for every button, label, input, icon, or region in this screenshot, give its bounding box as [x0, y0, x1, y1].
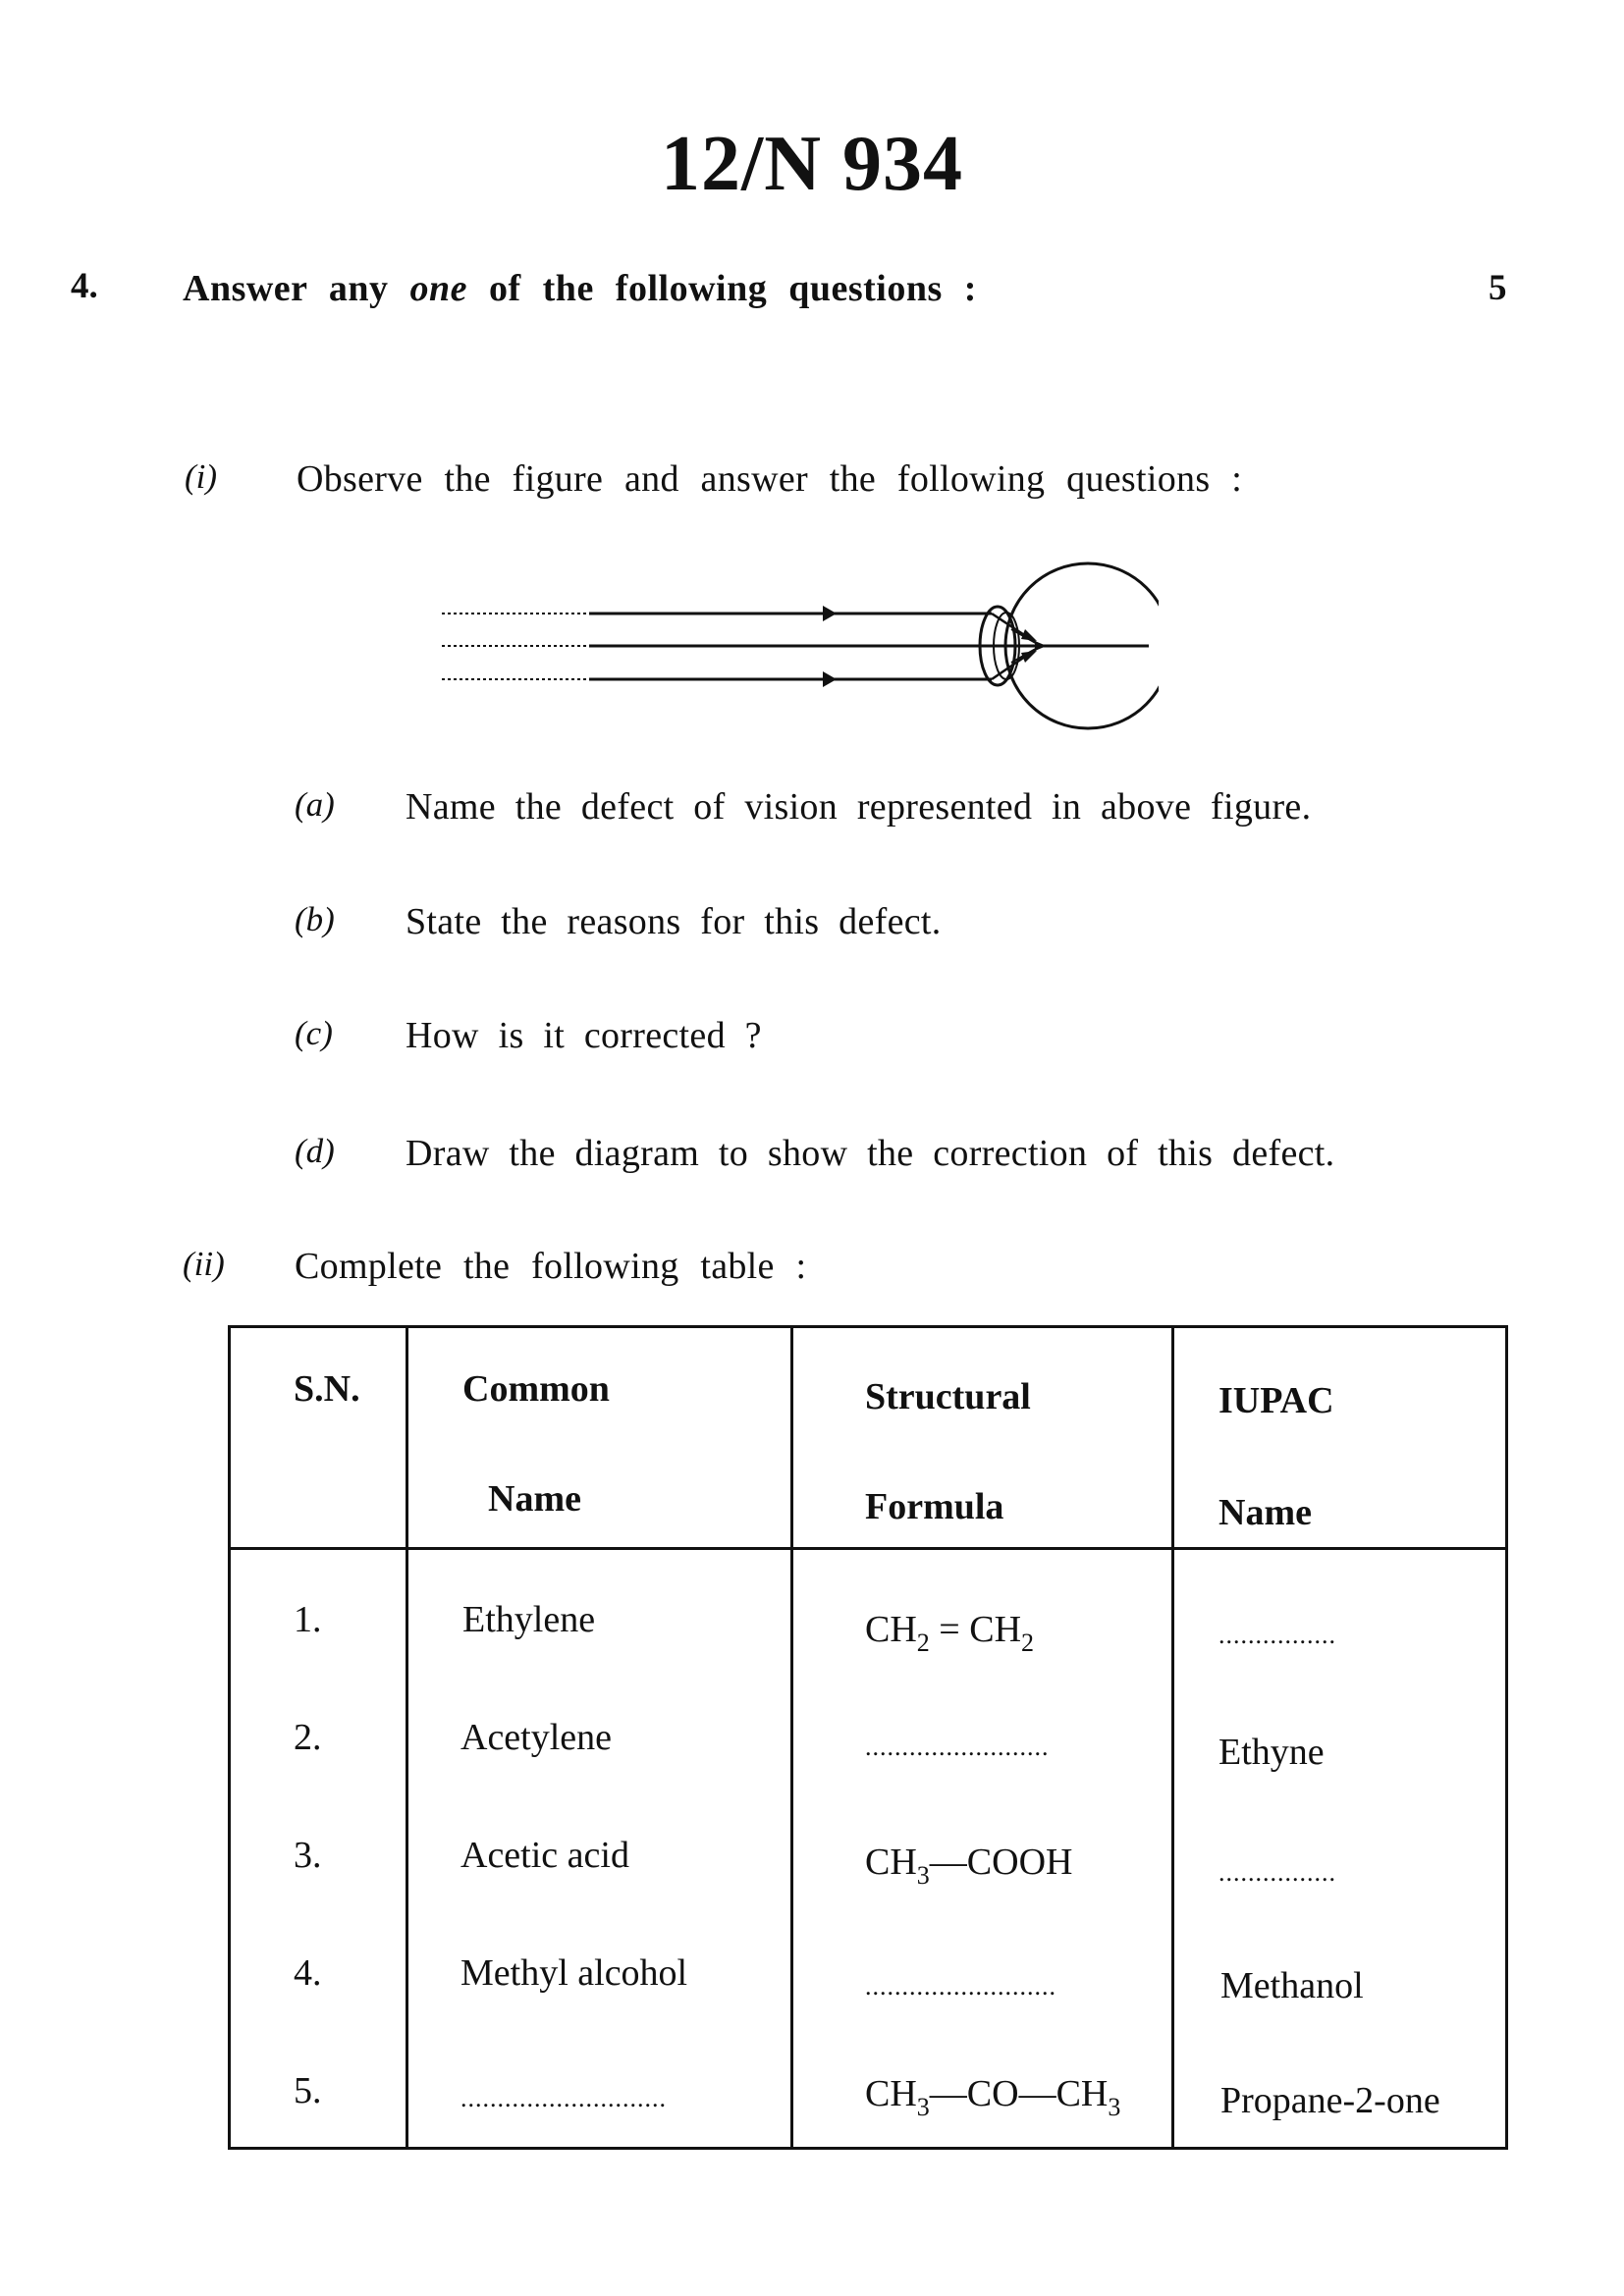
question-prompt-suffix: of the following questions :: [489, 268, 977, 309]
row-2-formula-blank: .........................: [865, 1733, 1050, 1761]
header-common-line2: Name: [488, 1478, 581, 1520]
compound-table: [228, 1325, 1508, 2150]
table-divider: [1171, 1328, 1174, 2147]
row-4-common-name: Methyl alcohol: [460, 1952, 688, 1994]
table-divider: [790, 1328, 793, 2147]
row-4-formula-blank: ..........................: [865, 1972, 1056, 2001]
row-3-formula: $CH_3—COOH$: [865, 1842, 1073, 1890]
table-header-divider: [231, 1547, 1505, 1550]
row-1-common-name: Ethylene: [462, 1599, 596, 1640]
question-number: 4.: [71, 266, 98, 306]
header-common-line1: Common: [462, 1368, 610, 1410]
row-1-sn: 1.: [294, 1599, 322, 1640]
row-2-common-name: Acetylene: [460, 1717, 613, 1758]
header-sn: S.N.: [294, 1368, 360, 1410]
part-i-text: Observe the figure and answer the following questions :: [297, 458, 1243, 500]
subquestion-a-label: (a): [295, 785, 335, 824]
subquestion-b-label: (b): [295, 900, 335, 938]
header-formula-line1: Structural: [865, 1376, 1031, 1417]
row-3-sn: 3.: [294, 1835, 322, 1876]
page-code: 12/N 934: [661, 121, 963, 207]
question-marks: 5: [1489, 268, 1507, 308]
row-5-sn: 5.: [294, 2070, 322, 2111]
row-1-formula: $CH_2 = CH_2$: [865, 1609, 1035, 1657]
subquestion-d-text: Draw the diagram to show the correction of this defect.: [406, 1133, 1335, 1174]
subquestion-b-text: State the reasons for this defect.: [406, 901, 942, 942]
header-iupac-line2: Name: [1218, 1492, 1312, 1533]
row-4-iupac-name: Methanol: [1220, 1965, 1364, 2006]
table-divider: [406, 1328, 408, 2147]
part-i-label: (i): [185, 457, 218, 496]
row-3-iupac-blank: ................: [1218, 1858, 1336, 1887]
row-5-iupac-name: Propane-2-one: [1220, 2080, 1440, 2121]
subquestion-c-text: How is it corrected ?: [406, 1015, 762, 1056]
subquestion-c-label: (c): [295, 1014, 333, 1052]
row-5-common-blank: ............................: [460, 2084, 667, 2112]
header-formula-line2: Formula: [865, 1486, 1004, 1527]
row-2-sn: 2.: [294, 1717, 322, 1758]
row-3-common-name: Acetic acid: [460, 1835, 629, 1876]
question-prompt: [183, 267, 977, 310]
subquestion-a-text: Name the defect of vision represented in above figure.: [406, 786, 1312, 828]
row-1-iupac-blank: ................: [1218, 1621, 1336, 1649]
row-4-sn: 4.: [294, 1952, 322, 1994]
question-prompt-emphasis: one: [409, 268, 467, 309]
eye-defect-figure: [432, 545, 1159, 756]
part-ii-text: Complete the following table :: [295, 1246, 807, 1287]
header-iupac-line1: IUPAC: [1218, 1380, 1334, 1421]
row-5-formula: $CH_3—CO—CH_3$: [865, 2073, 1121, 2121]
row-2-iupac-name: Ethyne: [1218, 1732, 1325, 1773]
subquestion-d-label: (d): [295, 1132, 335, 1170]
question-prompt-prefix: Answer any: [183, 268, 389, 309]
part-ii-label: (ii): [183, 1245, 225, 1283]
